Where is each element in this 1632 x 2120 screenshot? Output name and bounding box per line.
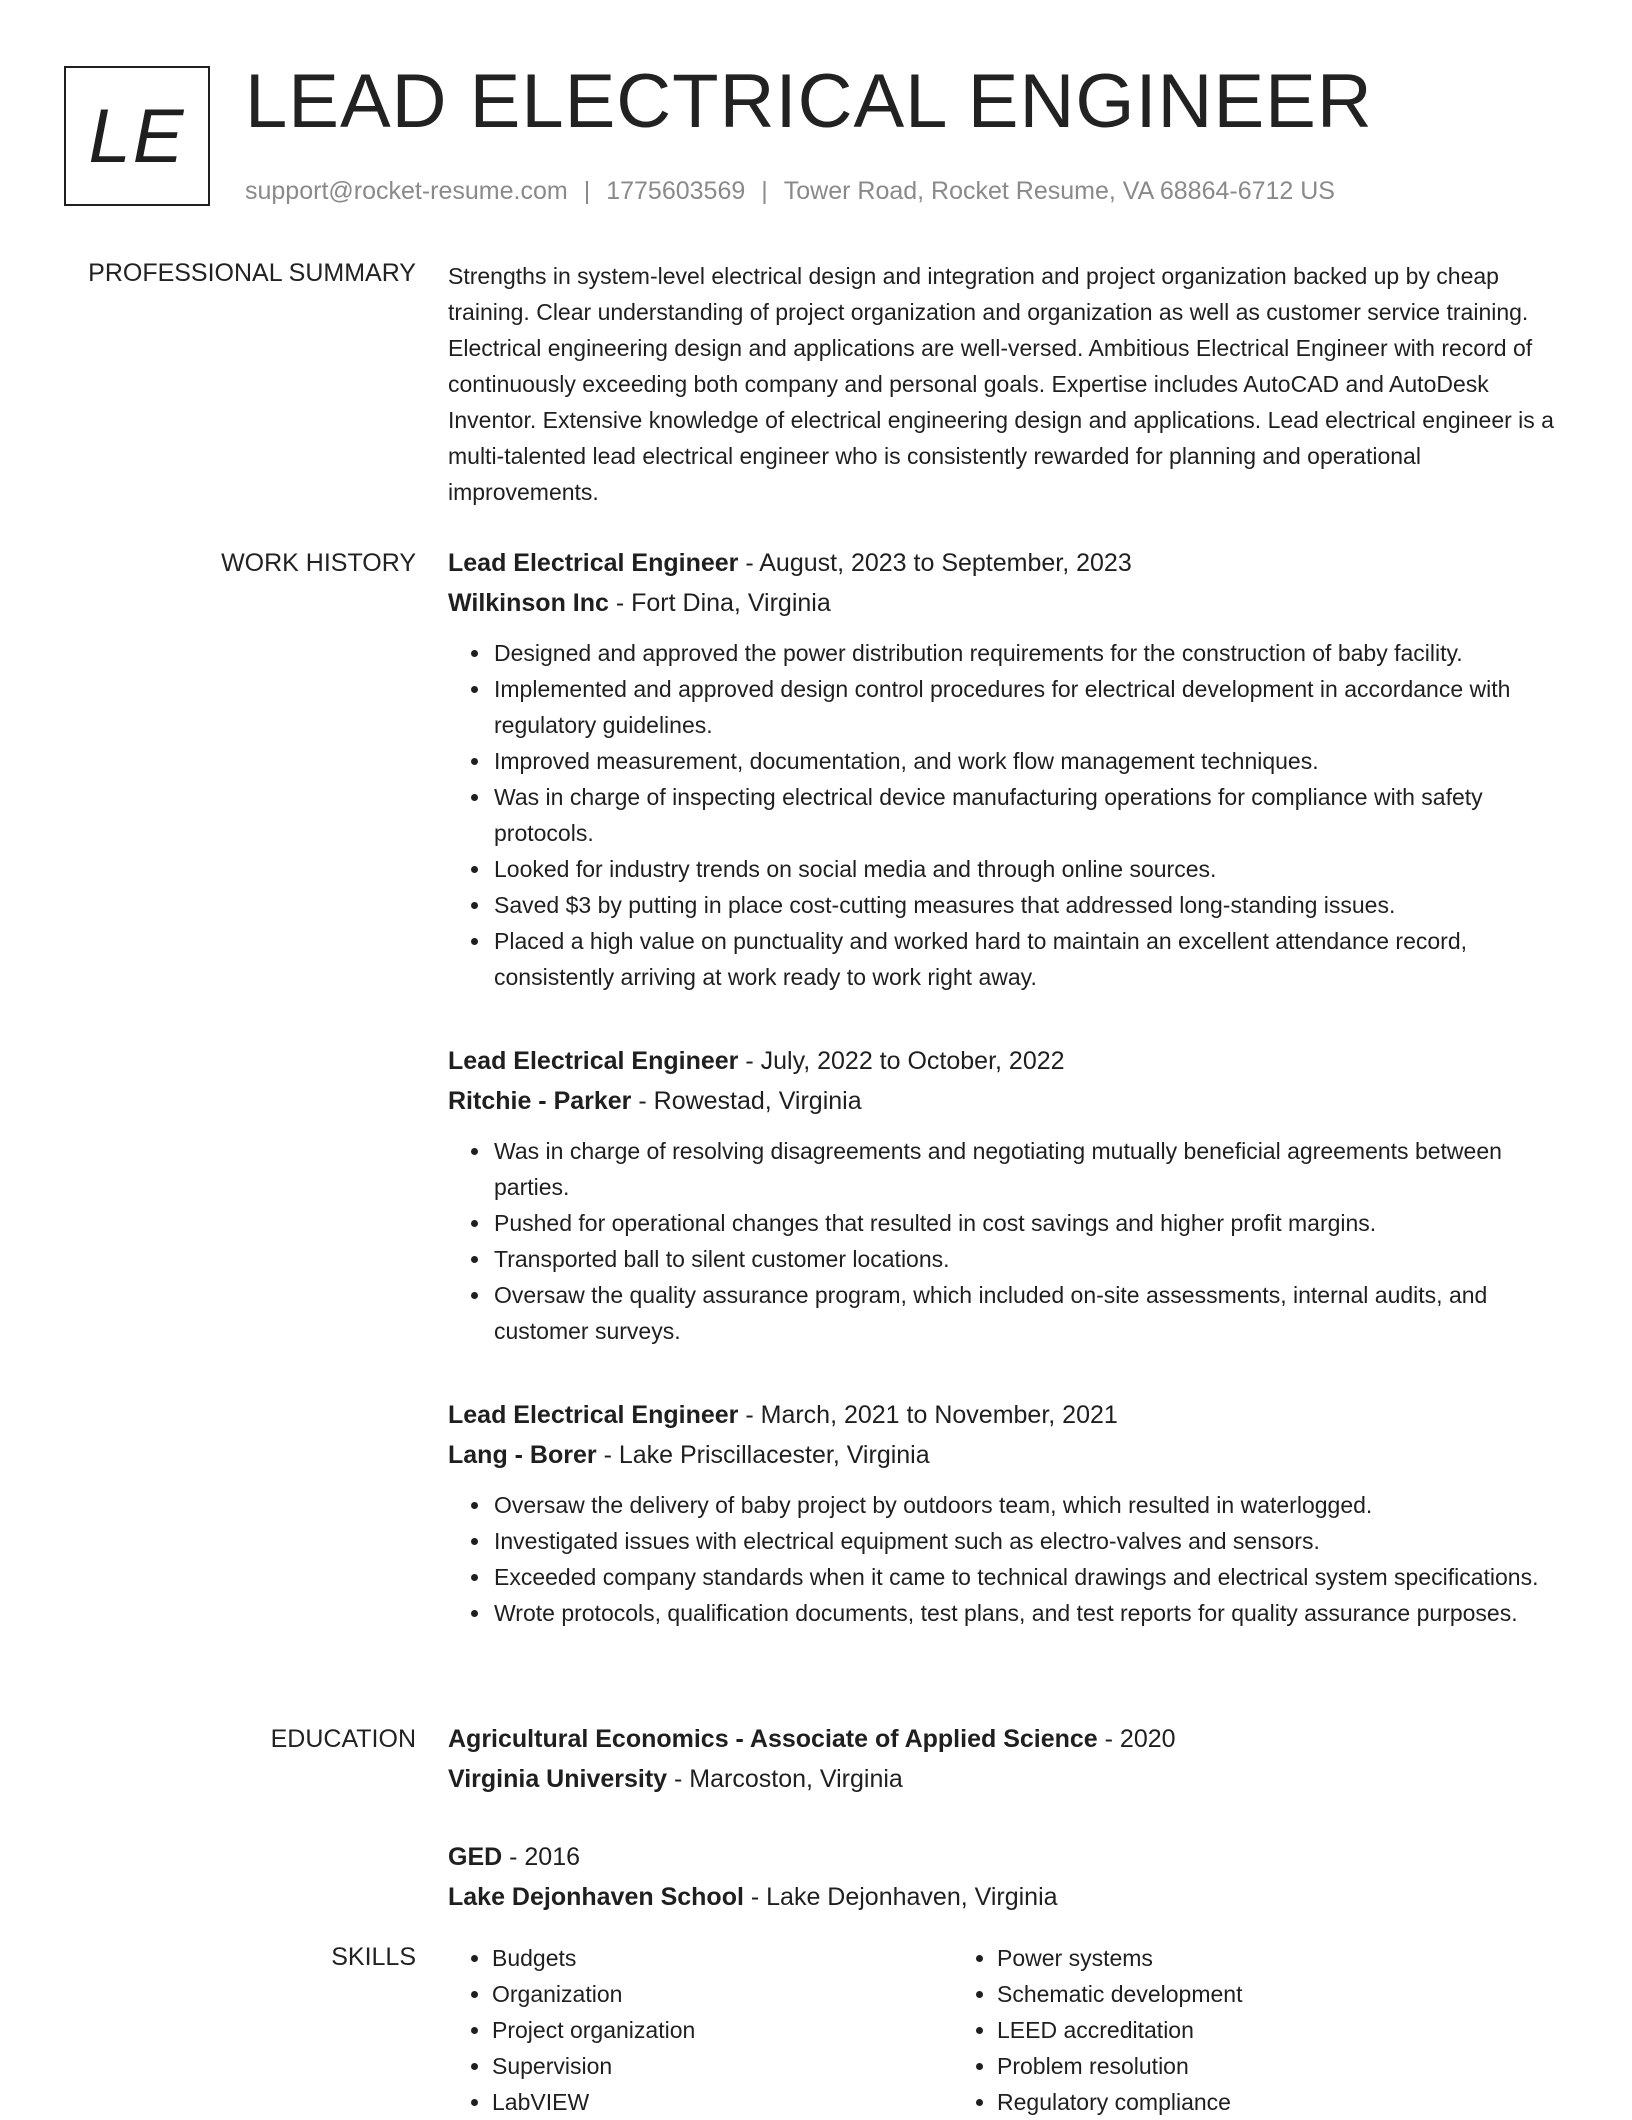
job-company-line — [448, 583, 1568, 623]
job-bullets — [448, 1133, 1568, 1349]
contact-line — [245, 174, 1335, 208]
education-school-line — [448, 1759, 1568, 1799]
section-label-summary: PROFESSIONAL SUMMARY — [88, 259, 416, 287]
list-item: • Oversaw the delivery of baby project by outdoors team, which resulted in waterlogged. — [492, 1487, 1568, 1523]
section-label-education: EDUCATION — [270, 1725, 416, 1753]
education-degree: Agricultural Economics - Associate of Applied Science — [448, 1725, 1098, 1753]
section-label-skills: SKILLS — [331, 1943, 416, 1971]
page-title: LEAD ELECTRICAL ENGINEER — [245, 59, 1373, 144]
job-title: Lead Electrical Engineer — [448, 1047, 739, 1075]
job-dates: - March, 2021 to November, 2021 — [738, 1401, 1118, 1429]
job-entry — [448, 543, 1568, 995]
job-company: Wilkinson Inc — [448, 589, 609, 617]
job-title: Lead Electrical Engineer — [448, 549, 739, 577]
job-bullets — [448, 1487, 1568, 1631]
job-location: - Fort Dina, Virginia — [608, 589, 831, 617]
list-item: • Improved measurement, documentation, and work flow management techniques. — [492, 743, 1568, 779]
contact-separator: | — [761, 177, 768, 205]
job-title: Lead Electrical Engineer — [448, 1401, 739, 1429]
skill-item: • Problem resolution — [997, 2048, 1458, 2084]
skills-list-left — [448, 1940, 953, 2120]
contact-phone: 1775603569 — [606, 177, 746, 205]
job-entry — [448, 1395, 1568, 1631]
education-school: Virginia University — [448, 1765, 668, 1793]
job-dates: - July, 2022 to October, 2022 — [738, 1047, 1065, 1075]
job-title-line — [448, 543, 1568, 583]
job-company-line — [448, 1081, 1568, 1121]
job-bullets — [448, 635, 1568, 995]
section-label-work: WORK HISTORY — [221, 549, 416, 577]
education-school-line — [448, 1877, 1568, 1917]
job-title-line — [448, 1041, 1568, 1081]
education-school: Lake Dejonhaven School — [448, 1883, 744, 1911]
skills-columns — [448, 1940, 1568, 2120]
job-dates: - August, 2023 to September, 2023 — [738, 549, 1132, 577]
education-location: - Marcoston, Virginia — [667, 1765, 903, 1793]
skill-item: • Organization — [492, 1976, 953, 2012]
education-year: - 2020 — [1097, 1725, 1176, 1753]
summary-text: Strengths in system-level electrical design and integration and project organization backed up by cheap training. Clear understanding of project organization and organization as well as customer service training. Electrical engineering design and applications are well-versed. Ambitious Electrical Engineer with record of continuously exceeding both company and personal goals. Expertise includes AutoCAD and AutoDesk Inventor. Extensive knowledge of electrical engineering design and applications. Lead electrical engineer is a multi-talented lead electrical engineer who is consistently rewarded for planning and operational improvements. — [448, 263, 1554, 505]
contact-separator: | — [583, 177, 591, 205]
skill-item: • Regulatory compliance — [997, 2084, 1458, 2120]
job-company-line — [448, 1435, 1568, 1475]
contact-address: Tower Road, Rocket Resume, VA 68864-6712 US — [783, 177, 1335, 205]
contact-email: support@rocket-resume.com — [245, 177, 568, 205]
education-degree: GED — [448, 1843, 503, 1871]
list-item: • Was in charge of inspecting electrical device manufacturing operations for compliance with safety protocols. — [492, 779, 1568, 851]
list-item: • Exceeded company standards when it came to technical drawings and electrical system specifications. — [492, 1559, 1568, 1595]
skill-item: • LEED accreditation — [997, 2012, 1458, 2048]
job-location: - Rowestad, Virginia — [631, 1087, 862, 1115]
skills-body — [448, 1940, 1568, 2120]
education-location: - Lake Dejonhaven, Virginia — [743, 1883, 1058, 1911]
skill-item: • Power systems — [997, 1940, 1458, 1976]
list-item: • Investigated issues with electrical equipment such as electro-valves and sensors. — [492, 1523, 1568, 1559]
list-item: • Transported ball to silent customer locations. — [492, 1241, 1568, 1277]
education-degree-line — [448, 1837, 1568, 1877]
skill-item: • Project organization — [492, 2012, 953, 2048]
skill-item: • Schematic development — [997, 1976, 1458, 2012]
summary-body — [448, 258, 1568, 510]
education-entry — [448, 1719, 1568, 1799]
list-item: • Was in charge of resolving disagreements and negotiating mutually beneficial agreements between parties. — [492, 1133, 1568, 1205]
list-item: • Looked for industry trends on social media and through online sources. — [492, 851, 1568, 887]
job-location: - Lake Priscillacester, Virginia — [596, 1441, 930, 1469]
list-item: • Placed a high value on punctuality and worked hard to maintain an excellent attendance record, consistently arriving at work ready to work right away. — [492, 923, 1568, 995]
education-entry — [448, 1837, 1568, 1917]
skills-list-right — [953, 1940, 1458, 2120]
skill-item: • Supervision — [492, 2048, 953, 2084]
job-title-line — [448, 1395, 1568, 1435]
list-item: • Wrote protocols, qualification documents, test plans, and test reports for quality assurance purposes. — [492, 1595, 1568, 1631]
list-item: • Pushed for operational changes that resulted in cost savings and higher profit margins. — [492, 1205, 1568, 1241]
monogram-badge: LE — [64, 66, 210, 206]
skill-item: • Budgets — [492, 1940, 953, 1976]
list-item: • Designed and approved the power distribution requirements for the construction of baby facility. — [492, 635, 1568, 671]
education-body — [448, 1719, 1568, 1955]
list-item: • Oversaw the quality assurance program, which included on-site assessments, internal audits, and customer surveys. — [492, 1277, 1568, 1349]
skill-item: • LabVIEW — [492, 2084, 953, 2120]
list-item: • Implemented and approved design control procedures for electrical development in accordance with regulatory guidelines. — [492, 671, 1568, 743]
job-company: Lang - Borer — [448, 1441, 597, 1469]
education-year: - 2016 — [502, 1843, 581, 1871]
work-history-body — [448, 543, 1568, 1677]
job-company: Ritchie - Parker — [448, 1087, 632, 1115]
list-item: • Saved $3 by putting in place cost-cutting measures that addressed long-standing issues. — [492, 887, 1568, 923]
job-entry — [448, 1041, 1568, 1349]
education-degree-line — [448, 1719, 1568, 1759]
